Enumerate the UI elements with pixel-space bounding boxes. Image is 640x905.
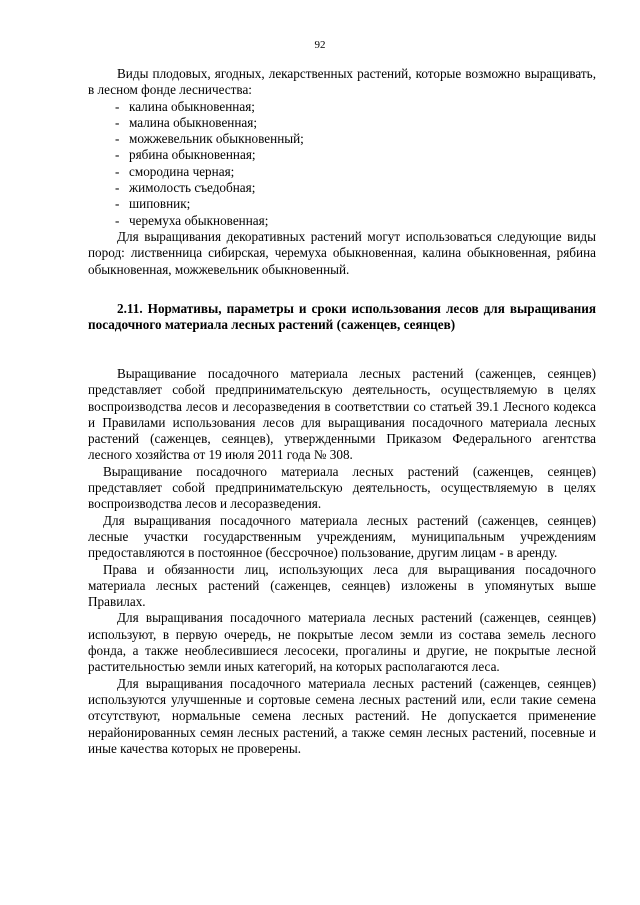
section-paragraph: Выращивание посадочного материала лесных растений (саженцев, сеянцев) представляет собой предпринимательскую деятельность, осуществляемую в целях воспроизводства лесов и лесоразведения. xyxy=(88,463,596,512)
decorative-species-paragraph: Для выращивания декоративных растений могут использоваться следующие виды пород: лиственница сибирская, черемуха обыкновенная, калина обыкновенная, рябина обыкновенная, можжевельник обыкновенный. xyxy=(88,228,596,277)
page-number: 92 xyxy=(314,39,326,51)
list-item: - жимолость съедобная; xyxy=(88,180,596,196)
species-intro-paragraph: Виды плодовых, ягодных, лекарственных растений, которые возможно выращивать, в лесном фонде лесничества: xyxy=(88,66,596,98)
section-2-11 xyxy=(88,301,596,334)
list-item: - калина обыкновенная; xyxy=(88,99,596,115)
section-paragraph: Права и обязанности лиц, использующих леса для выращивания посадочного материала лесных растений (саженцев, сеянцев) изложены в упомянутых выше Правилах. xyxy=(88,561,596,610)
list-item: - можжевельник обыкновенный; xyxy=(88,131,596,147)
section-heading: 2.11. Нормативы, параметры и сроки использования лесов для выращивания посадочного материала лесных растений (саженцев, сеянцев) xyxy=(88,301,596,333)
section-paragraph: Для выращивания посадочного материала лесных растений (саженцев, сеянцев) используют, в первую очередь, не покрытые лесом земли из состава земель лесного фонда, а также необлесившиеся лесосеки, прогалины и другие, не покрытые лесной растительностью земли иных категорий, на которых располагаются леса. xyxy=(88,610,596,675)
list-item: - рябина обыкновенная; xyxy=(88,147,596,163)
list-item: - малина обыкновенная; xyxy=(88,115,596,131)
species-list xyxy=(88,99,596,229)
section-body xyxy=(88,366,596,757)
section-paragraph: Выращивание посадочного материала лесных растений (саженцев, сеянцев) представляет собой предпринимательскую деятельность, осуществляемую в целях воспроизводства лесов и лесоразведения в соответствии со статьей 39.1 Лесного кодекса и Правилами использования лесов для выращивания посадочного материала лесных растений (саженцев, сеянцев), утвержденными Приказом Федерального агентства лесного хозяйства от 19 июля 2011 года № 308. xyxy=(88,366,596,463)
section-paragraph: Для выращивания посадочного материала лесных растений (саженцев, сеянцев) используются улучшенные и сортовые семена лесных растений или, если такие семена отсутствуют, нормальные семена лесных растений. Не допускается применение нерайонированных семян лесных растений, а также семян лесных растений, посевные и иные качества которых не проверены. xyxy=(88,675,596,756)
list-item: - шиповник; xyxy=(88,196,596,212)
plant-species-block xyxy=(88,66,596,278)
section-paragraph: Для выращивания посадочного материала лесных растений (саженцев, сеянцев) лесные участки государственным учреждениям, муниципальным учреждениям предоставляются в постоянное (бессрочное) пользование, другим лицам - в аренду. xyxy=(88,512,596,561)
list-item: - смородина черная; xyxy=(88,164,596,180)
list-item: - черемуха обыкновенная; xyxy=(88,213,596,229)
